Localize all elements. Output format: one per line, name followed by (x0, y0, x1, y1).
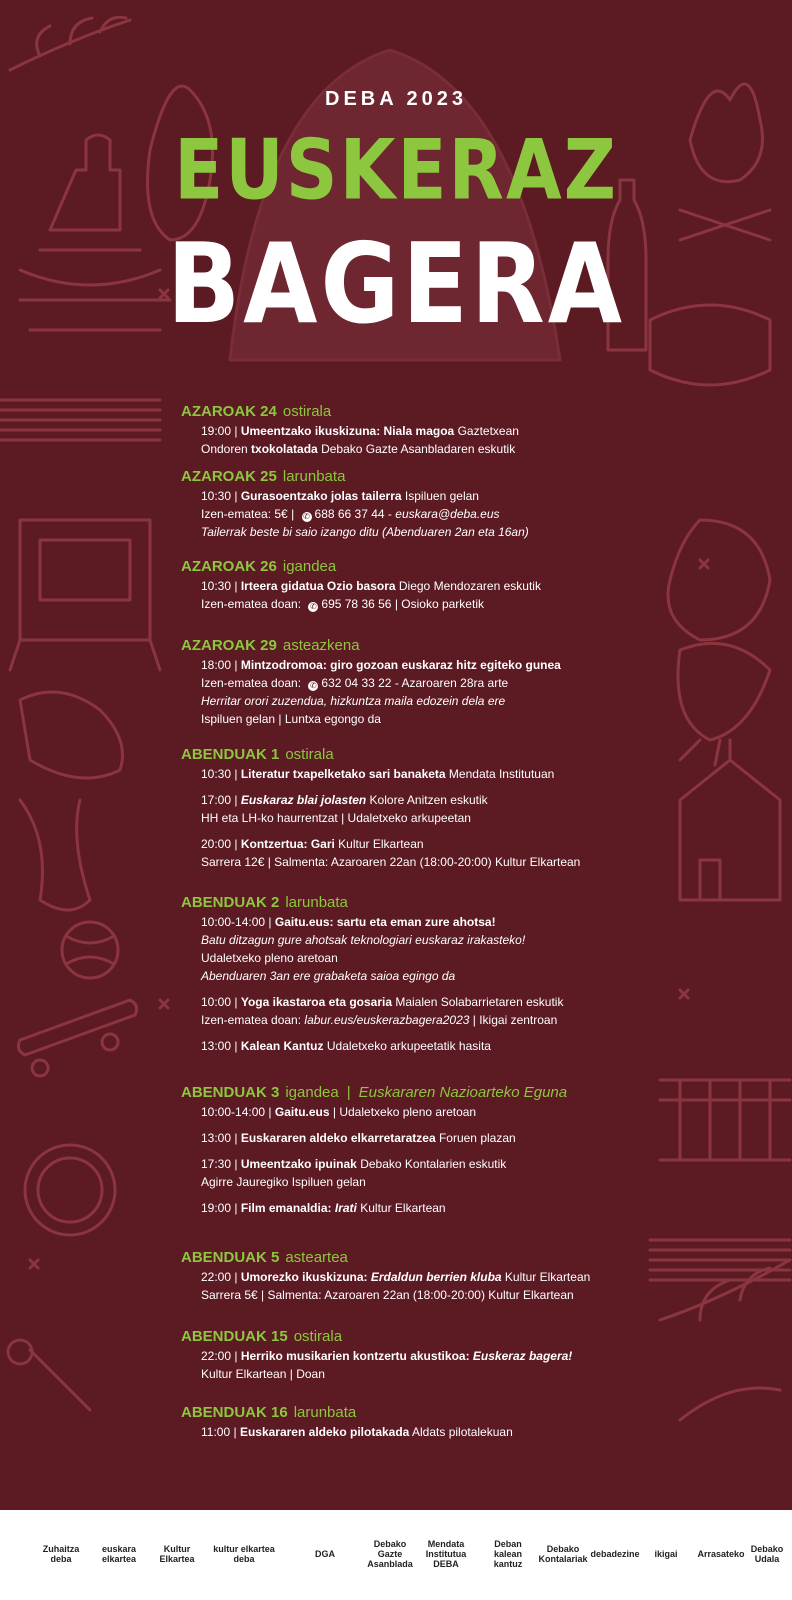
separator: | (231, 1349, 241, 1363)
event-line (201, 835, 651, 853)
event-line (201, 674, 651, 692)
event-time: 17:30 (201, 1157, 232, 1171)
separator: | (231, 1039, 241, 1053)
event-time: 10:30 (201, 767, 232, 781)
day-block (181, 893, 651, 1055)
event-line (201, 577, 651, 595)
day-date: AZAROAK 25 (181, 468, 277, 485)
event-title: Mintzodromoa: giro gozoan euskaraz hitz egiteko gunea (240, 658, 561, 672)
separator: | (231, 658, 241, 672)
separator: | (275, 712, 285, 726)
event-place: Kultur Elkartean (356, 1201, 446, 1215)
event-time: 20:00 (201, 837, 232, 851)
event-line (201, 1347, 651, 1365)
separator: | (230, 1425, 240, 1439)
event-phone: 695 78 36 56 (321, 597, 392, 611)
event-link: labur.eus/euskerazbagera2023 (304, 1013, 470, 1027)
event-place: Kultur Elkartean (501, 1270, 591, 1284)
day-heading (181, 636, 651, 656)
event-info: Salmenta: Azaroaren 22an (18:00-20:00) Kultur Elkartean (267, 1288, 574, 1302)
event-line (201, 1286, 651, 1304)
event-line (201, 1155, 651, 1173)
event-time: 10:30 (201, 489, 232, 503)
event-subtitle: DEBA 2023 (325, 88, 467, 110)
event-title-italic: Euskeraz bagera! (472, 1349, 573, 1363)
event-place: Udaletxeko arkupeetatik hasita (323, 1039, 491, 1053)
event-time: 19:00 (201, 1201, 232, 1215)
event-title-line-1: EUSKERAZ (174, 121, 618, 219)
day-heading (181, 1327, 651, 1347)
phone-icon: ✆ (303, 512, 310, 521)
day-heading (181, 1403, 651, 1423)
event-title: Kontzertua: Gari (240, 837, 335, 851)
event-place: Kolore Anitzen eskutik (366, 793, 488, 807)
event-title-italic: Euskaraz blai jolasten (240, 793, 367, 807)
event-line (201, 656, 651, 674)
event-info: Izen-ematea doan: (201, 676, 305, 690)
separator: | (257, 1288, 268, 1302)
event-line (201, 487, 651, 505)
sponsor-logo: debadezine (590, 1549, 640, 1559)
separator: | (337, 811, 348, 825)
event-line (201, 913, 651, 931)
separator: | (291, 507, 298, 521)
separator: | (264, 855, 275, 869)
event-info: Salmenta: Azaroaren 22an (18:00-20:00) Kultur Elkartean (274, 855, 581, 869)
day-heading (181, 745, 651, 765)
event-place: Udaletxeko pleno aretoan (339, 1105, 477, 1119)
event-time: 22:00 (201, 1349, 232, 1363)
event-place: Foruen plazan (435, 1131, 516, 1145)
day-weekday: igandea (282, 558, 337, 575)
separator: | (346, 1084, 351, 1101)
separator: | (231, 489, 241, 503)
event-title: Literatur txapelketako sari banaketa (240, 767, 446, 781)
sponsor-logo: Debako Gazte Asanblada (367, 1539, 413, 1569)
day-block (181, 1327, 651, 1383)
day-weekday: ostirala (282, 403, 332, 420)
event-line (201, 931, 651, 949)
separator: | (231, 1131, 241, 1145)
event-info: HH eta LH-ko haurrentzat (201, 811, 338, 825)
event-email: euskara@deba.eus (395, 507, 500, 521)
event-phone: 632 04 33 22 (321, 676, 392, 690)
sponsor-logo: euskara elkartea (101, 1544, 137, 1564)
event-info: Sarrera 12€ (201, 855, 265, 869)
day-weekday: larunbata (282, 468, 346, 485)
event-note: Batu ditzagun gure ahotsak teknologiari euskaraz irakasteko! (201, 933, 526, 947)
day-block (181, 557, 651, 613)
day-heading (181, 557, 651, 577)
event-title: Umeentzako ikuskizuna: Niala magoa (240, 424, 455, 438)
event-title: Herriko musikarien kontzertu akustikoa: (240, 1349, 470, 1363)
event-info: - Azaroaren 28ra arte (391, 676, 509, 690)
event-place: Debako Gazte Asanbladaren eskutik (317, 442, 516, 456)
sponsor-footer (0, 1510, 792, 1600)
day-date: ABENDUAK 1 (181, 746, 280, 763)
day-date: AZAROAK 24 (181, 403, 277, 420)
event-title: Gaitu.eus: sartu eta eman zure ahotsa! (274, 915, 496, 929)
event-line (201, 692, 651, 710)
event-info: Udaletxeko pleno aretoan (201, 951, 338, 965)
sponsor-logo: Mendata Institutua DEBA (425, 1539, 467, 1569)
event-line (201, 523, 651, 541)
event-info: Kultur Elkartean (201, 1367, 287, 1381)
day-weekday: asteartea (285, 1249, 348, 1266)
event-info: Izen-ematea doan: (201, 597, 305, 611)
phone-icon: ✆ (310, 681, 317, 690)
event-title: Irteera gidatua Ozio basora (240, 579, 396, 593)
event-place: Diego Mendozaren eskutik (395, 579, 541, 593)
separator: | (231, 1201, 241, 1215)
day-weekday: asteazkena (282, 637, 360, 654)
event-line (201, 1199, 651, 1217)
event-title: Yoga ikastaroa eta gosaria (240, 995, 393, 1009)
event-place: Aldats pilotalekuan (409, 1425, 513, 1439)
day-date: AZAROAK 26 (181, 558, 277, 575)
sponsor-logo: Arrasateko (697, 1549, 745, 1559)
event-time: 10:00-14:00 (201, 915, 266, 929)
event-place: Mendata Institutuan (445, 767, 555, 781)
separator: | (231, 424, 241, 438)
day-date: ABENDUAK 15 (181, 1328, 288, 1345)
event-note: Herritar orori zuzendua, hizkuntza maila edozein dela ere (201, 694, 506, 708)
event-line (201, 993, 651, 1011)
day-heading (181, 467, 651, 487)
separator: | (329, 1105, 340, 1119)
event-title: Euskararen aldeko pilotakada (239, 1425, 410, 1439)
event-title-italic: Irati (334, 1201, 357, 1215)
event-info: Agirre Jauregiko Ispiluen gelan (201, 1175, 366, 1189)
event-title: Kalean Kantuz (240, 1039, 324, 1053)
day-date: ABENDUAK 3 (181, 1084, 280, 1101)
day-block (181, 1403, 651, 1441)
event-time: 13:00 (201, 1131, 232, 1145)
separator: | (231, 793, 241, 807)
event-time: 11:00 (201, 1425, 231, 1439)
event-place: Debako Kontalarien eskutik (356, 1157, 507, 1171)
event-line (201, 422, 651, 440)
event-line (201, 1268, 651, 1286)
day-block (181, 1248, 651, 1304)
sponsor-logo: Kultur Elkartea (159, 1544, 195, 1564)
event-line (201, 809, 651, 827)
sponsor-logo: Debako Udala (750, 1544, 784, 1564)
event-line (201, 440, 651, 458)
separator: | (231, 1157, 241, 1171)
sponsor-logo: DGA (315, 1549, 335, 1559)
event-line (201, 967, 651, 985)
separator: | (265, 915, 275, 929)
day-block (181, 1083, 651, 1217)
event-line (201, 505, 651, 523)
event-line (201, 595, 651, 613)
event-note: Abenduaren 3an ere grabaketa saioa egingo da (201, 969, 456, 983)
day-block (181, 467, 651, 541)
event-title: Euskararen aldeko elkarretaratzea (240, 1131, 436, 1145)
event-title: Umorezko ikuskizuna: (240, 1270, 368, 1284)
day-date: ABENDUAK 2 (181, 894, 280, 911)
separator: | (231, 995, 241, 1009)
event-line (201, 1365, 651, 1383)
event-title: txokolatada (251, 442, 318, 456)
event-time: 13:00 (201, 1039, 232, 1053)
event-info: Sarrera 5€ (201, 1288, 258, 1302)
day-heading (181, 1248, 651, 1268)
event-info: Doan (296, 1367, 325, 1381)
day-block (181, 402, 651, 458)
separator: - (384, 507, 396, 521)
event-info: Udaletxeko arkupeetan (347, 811, 471, 825)
separator: | (231, 767, 241, 781)
day-heading (181, 1083, 651, 1103)
day-block (181, 745, 651, 871)
day-weekday: ostirala (293, 1328, 343, 1345)
event-line (201, 710, 651, 728)
day-date: AZAROAK 29 (181, 637, 277, 654)
event-info: Osioko parketik (401, 597, 484, 611)
event-info: Izen-ematea: 5€ (201, 507, 292, 521)
event-time: 22:00 (201, 1270, 232, 1284)
sponsor-logo: Deban kalean kantuz (493, 1539, 523, 1569)
separator: | (265, 1105, 275, 1119)
separator: | (391, 597, 402, 611)
event-title: Film emanaldia: (240, 1201, 332, 1215)
phone-icon: ✆ (310, 602, 317, 611)
event-time: 10:30 (201, 579, 232, 593)
event-info: Izen-ematea doan: (201, 1013, 305, 1027)
sponsor-logo: ikigai (654, 1549, 678, 1559)
event-info: Luntxa egongo da (284, 712, 381, 726)
separator: | (469, 1013, 480, 1027)
event-line (201, 1423, 651, 1441)
event-line (201, 1103, 651, 1121)
event-time: 10:00-14:00 (201, 1105, 266, 1119)
event-place: Maialen Solabarrietaren eskutik (392, 995, 564, 1009)
event-title-line-2: BAGERA (166, 219, 626, 349)
event-line (201, 853, 651, 871)
event-time: 10:00 (201, 995, 232, 1009)
event-note: Tailerrak beste bi saio izango ditu (Abenduaren 2an eta 16an) (201, 525, 529, 539)
day-heading (181, 893, 651, 913)
sponsor-logo: kultur elkartea deba (213, 1544, 275, 1564)
separator: | (231, 579, 241, 593)
event-time: 17:00 (201, 793, 232, 807)
event-line (201, 1011, 651, 1029)
day-date: ABENDUAK 16 (181, 1404, 288, 1421)
event-line (201, 1129, 651, 1147)
day-weekday: ostirala (285, 746, 334, 763)
day-date: ABENDUAK 5 (181, 1249, 280, 1266)
event-place: Ispiluen gelan (401, 489, 479, 503)
day-weekday: igandea (285, 1084, 339, 1101)
event-line (201, 1037, 651, 1055)
day-heading (181, 402, 651, 422)
event-title: Gaitu.eus (274, 1105, 330, 1119)
separator: | (231, 1270, 241, 1284)
event-time: 18:00 (201, 658, 232, 672)
day-block (181, 636, 651, 728)
event-place: Kultur Elkartean (334, 837, 424, 851)
event-info: Ikigai zentroan (479, 1013, 558, 1027)
day-extra: Euskararen Nazioarteko Eguna (358, 1084, 568, 1101)
event-line (201, 765, 651, 783)
event-line (201, 1173, 651, 1191)
separator: | (286, 1367, 297, 1381)
event-line (201, 791, 651, 809)
event-title: Umeentzako ipuinak (240, 1157, 357, 1171)
event-time: 19:00 (201, 424, 232, 438)
event-phone: 688 66 37 44 (314, 507, 385, 521)
separator: | (231, 837, 241, 851)
event-line (201, 949, 651, 967)
event-title-italic: Erdaldun berrien kluba (370, 1270, 502, 1284)
sponsor-logo: Zuhaitza deba (42, 1544, 80, 1564)
event-title: Gurasoentzako jolas tailerra (240, 489, 402, 503)
event-info: Ispiluen gelan (201, 712, 276, 726)
day-weekday: larunbata (293, 1404, 357, 1421)
day-weekday: larunbata (285, 894, 348, 911)
sponsor-logo: Debako Kontalariak (538, 1544, 588, 1564)
event-info: Ondoren (201, 442, 252, 456)
event-place: Gaztetxean (454, 424, 519, 438)
